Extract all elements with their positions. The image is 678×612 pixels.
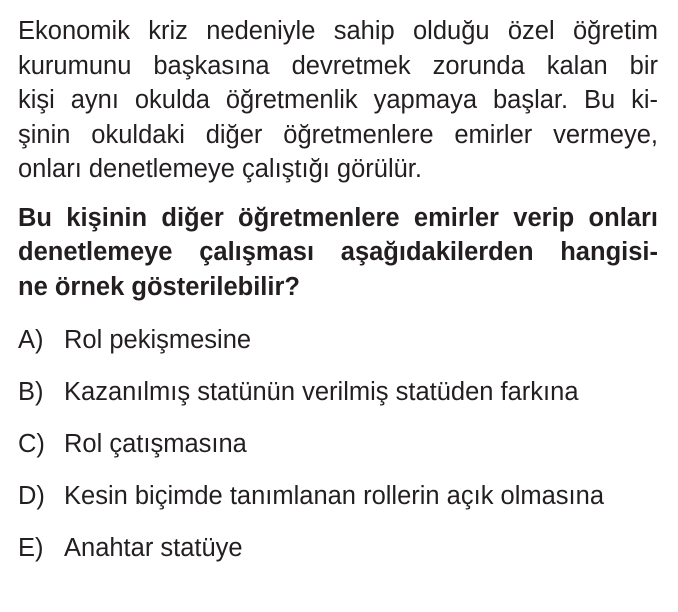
stem-line: kurumunu başkasına devretmek zorunda kalan bir <box>18 51 658 80</box>
option-c[interactable] <box>18 418 658 470</box>
option-text: Anahtar statüye <box>64 534 243 562</box>
stem-line: şinin okuldaki diğer öğretmenlere emirler vermeye, <box>18 120 658 149</box>
question-card <box>18 14 658 574</box>
option-text: Kazanılmış statünün verilmiş statüden farkına <box>64 378 579 406</box>
option-b[interactable] <box>18 366 658 418</box>
option-letter: D) <box>18 482 45 510</box>
question-line: ne örnek gösterilebilir? <box>18 272 300 301</box>
option-letter: B) <box>18 378 44 406</box>
option-letter: A) <box>18 326 44 354</box>
question-stem <box>18 14 658 187</box>
option-text: Rol çatışmasına <box>64 430 247 458</box>
stem-line: kişi aynı okulda öğretmenlik yapmaya başlar. Bu ki- <box>18 86 658 114</box>
stem-line: onları denetlemeye çalıştığı görülür. <box>18 155 422 183</box>
option-text: Rol pekişmesine <box>64 326 252 354</box>
question-line: Bu kişinin diğer öğretmenlere emirler verip onları <box>18 203 658 232</box>
answer-options <box>18 314 658 574</box>
option-letter: C) <box>18 430 45 458</box>
option-e[interactable] <box>18 522 658 574</box>
question-prompt <box>18 201 658 305</box>
option-letter: E) <box>18 534 44 562</box>
option-d[interactable] <box>18 470 658 522</box>
question-line: denetlemeye çalışması aşağıdakilerden hangisi- <box>18 238 658 266</box>
option-a[interactable] <box>18 314 658 366</box>
stem-line: Ekonomik kriz nedeniyle sahip olduğu özel öğretim <box>18 17 658 45</box>
option-text: Kesin biçimde tanımlanan rollerin açık olmasına <box>64 482 605 510</box>
